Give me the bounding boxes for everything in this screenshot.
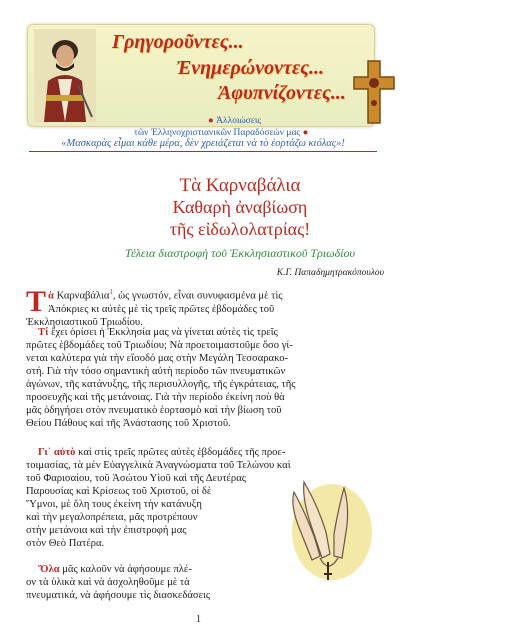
banner-line-2: Ἐνημερώνοντες... [176, 57, 324, 79]
footnote-ref[interactable]: 1 [109, 288, 113, 296]
article-title-line-3: τῆς εἰδωλολατρίας! [169, 219, 311, 239]
header-banner [27, 24, 375, 138]
article-title-line-1: Τὰ Καρναβάλια [179, 175, 301, 196]
p3-lead: Γι᾽ αὐτὸ [38, 447, 76, 458]
p3-line-1-text: καὶ στὶς τρεῖς πρῶτες αὐτὲς ἑβδομάδες τῆς προε- [75, 447, 286, 458]
p4-line-1-text: μᾶς καλοῦν νὰ ἀφήσουμε πλέ- [59, 564, 192, 575]
page-number: 1 [196, 614, 201, 625]
slogan [29, 138, 377, 152]
p2-line-3: νεται καλύτερα γιὰ τὴν εἴσοδό μας στὴν Μεγάλη Τεσσαρακο- [26, 353, 289, 364]
p2-line-1-text: ἔχει ὁρίσει ἡ Ἐκκλησία μας νὰ γίνεται αὐτὲς τὶς τρεῖς [48, 327, 278, 338]
p3-line-6: καὶ τὴν μεγαλοπρέπεια, μᾶς προτρέπουν [26, 512, 198, 523]
banner-line-3: Ἀφυπνίζοντες... [218, 82, 346, 104]
drop-cap: Τ [26, 285, 47, 318]
p3-line-5: Ὕμνοι, μὲ ὅλη τους ἐκείνη τὴν κατάνυξη [26, 499, 202, 510]
p4-line-1 [26, 563, 272, 576]
article-title-line-2: Καθαρὴ ἀναβίωση [172, 197, 308, 217]
p1-line-2: Ἀπόκριες κι αὐτὲς μὲ τὶς τρεῖς πρῶτες ἑβδομάδες τοῦ [48, 303, 275, 315]
p2-line-2: πρῶτες ἑβδομάδες τοῦ Τριωδίου; Νὰ προετοιμαστοῦμε ὅσο γί- [26, 340, 293, 351]
p1-lead: ὰ [48, 290, 54, 302]
author: Κ.Γ. Παπαδημητρακόπουλου [276, 268, 384, 278]
banner-subtitle-1 [208, 116, 261, 126]
p2-line-6: προσευχῆς καὶ τῆς μετάνοιας. Γιὰ τὴν περίοδο ἐκείνη ποὺ θὰ [26, 392, 285, 403]
banner-sub2-text: τῶν Ἑλληνοχριστιανικῶν Παραδόσεών μας [134, 128, 301, 138]
p4-lead: Ὅλα [38, 564, 60, 575]
p2-line-4: στή. Γιὰ τὴν τόσο σημαντικὴ αὐτὴ περίοδο τῶν πνευματικῶν [26, 366, 286, 377]
bullet-icon: ● [302, 128, 309, 138]
p3-line-8: στὸν Θεὸ Πατέρα. [26, 538, 105, 549]
banner-line-1: Γρηγοροῦντες... [112, 31, 244, 53]
slogan-text: «Μασκαρὰς εἶμαι κάθε μέρα, δὲν χρειάζεται νὰ τὸ ἑορτάζω κιόλας»! [61, 138, 345, 149]
banner-sub1-text: Ἀλλοιώσεις [216, 116, 262, 126]
p4-line-2: ον τὰ ὑλικὰ καὶ νὰ ἀσχοληθοῦμε μὲ τὰ [26, 577, 190, 588]
banner-subtitle-2 [134, 128, 308, 138]
p1-line-3: Ἐκκλησιαστικοῦ Τριωδίου. [26, 316, 143, 328]
p2-line-1 [26, 326, 374, 339]
bullet-icon: ● [208, 116, 214, 126]
p3-line-3: τοῦ Φαρισαίου, τοῦ Ἀσώτου Υἱοῦ καὶ τῆς Δευτέρας [26, 473, 246, 484]
p2-lead: Τί [38, 327, 49, 338]
p3-line-4: Παρουσίας καὶ Κρίσεως τοῦ Χριστοῦ, οἱ δὲ [26, 486, 212, 497]
paragraph-1 [26, 286, 374, 329]
p1-line-1 [26, 286, 374, 303]
portrait-image [34, 29, 96, 122]
p3-line-7: στὴν μετάνοια καὶ τὴν ἐπιστροφή μας [26, 525, 187, 536]
article-subtitle: Τέλεια διαστροφὴ τοῦ Ἐκκλησιαστικοῦ Τριωδίου [124, 246, 356, 260]
paragraph-2 [26, 326, 374, 430]
p2-line-5: ἀγώνων, τῆς κατάνυξης, τῆς περισυλλογῆς, τῆς ἐγκράτειας, τῆς [26, 379, 296, 390]
cross-icon [352, 59, 396, 125]
p2-line-7: μᾶς ὁδηγήσει στὸν πνευματικὸ ἑορτασμὸ καὶ τὴν βίωση τοῦ [26, 405, 282, 416]
p4-line-3: πνευματικά, νὰ ἀφήσουμε τὶς διασκεδάσεις [26, 590, 211, 601]
p1-line-1-text: Καρναβάλια [53, 290, 110, 302]
praying-hands-image [274, 470, 374, 588]
p1-line-1-tail: , ὡς γνωστόν, εἶναι συνυφασμένα μὲ τὶς [112, 290, 283, 302]
p2-line-8: Θείου Πάθους καὶ τῆς Ἀνάστασης τοῦ Χριστοῦ. [26, 418, 231, 429]
p3-line-1 [26, 446, 374, 459]
p3-line-2: τοιμασίας, τὰ μὲν Εὐαγγελικὰ Ἀναγνώσματα τοῦ Τελώνου καὶ [26, 460, 291, 471]
